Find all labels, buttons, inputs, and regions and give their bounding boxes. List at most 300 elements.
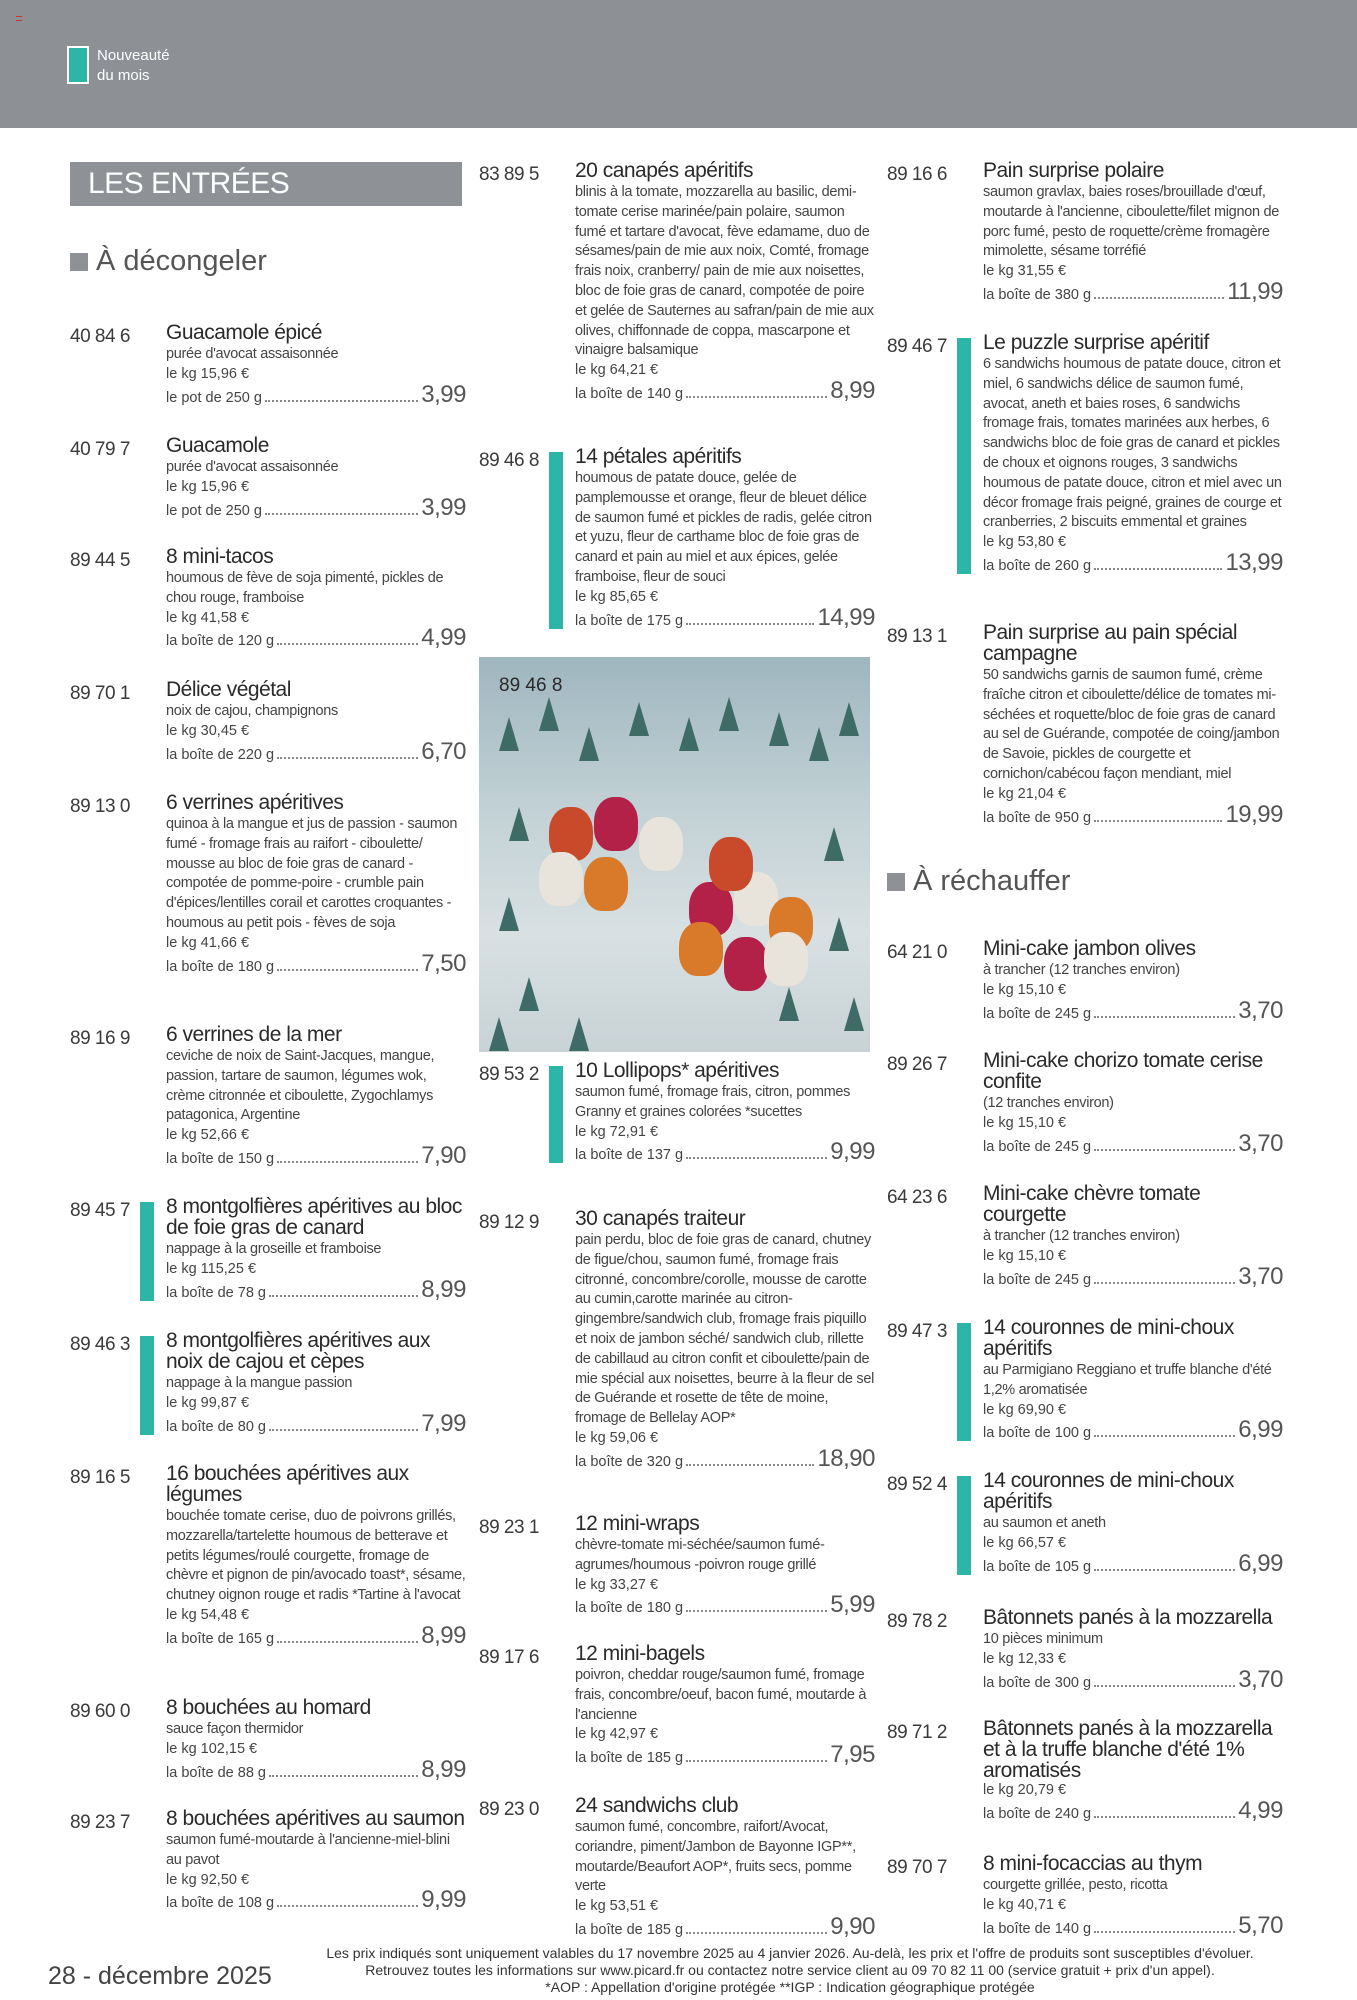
price-line <box>983 277 1283 305</box>
product-body <box>166 1808 466 1913</box>
subsection-label: À réchauffer <box>913 865 1071 897</box>
product-name: Mini-cake chèvre tomate courgette <box>983 1182 1201 1226</box>
product-name: 14 couronnes de mini-choux apéritifs <box>983 1316 1234 1360</box>
price-per-kg: le kg 85,65 € <box>575 588 659 605</box>
product-name: 14 pétales apéritifs <box>575 445 742 468</box>
footer-line-2: Retrouvez toutes les informations sur www.picard.fr ou contactez notre service client au 09 70 82 11 00 (service gratuit + prix d'un appel). <box>365 1962 1215 1978</box>
price-per-kg: le kg 72,91 € <box>575 1123 659 1140</box>
dot-leader <box>277 1905 418 1907</box>
product-description: saumon gravlax, baies roses/brouillade d'œuf, moutarde à l'ancienne, ciboulette/filet mignon de porc fumé, pesto de roquette/crème fromagère mimolette, sésame torréfié <box>983 184 1279 260</box>
product-code: 89 52 4 <box>887 1474 947 1495</box>
product-code: 40 84 6 <box>70 326 130 347</box>
price-line <box>983 1129 1283 1157</box>
product-name: Le puzzle surprise apéritif <box>983 331 1209 354</box>
product-price: 3,70 <box>1238 1665 1283 1693</box>
new-product-marker <box>957 1476 971 1575</box>
product-price: 9,90 <box>830 1912 875 1940</box>
product-code: 89 12 9 <box>479 1212 539 1233</box>
product-price: 3,70 <box>1238 1262 1283 1290</box>
price-line <box>166 380 466 408</box>
tree-shape <box>499 717 519 751</box>
dot-leader <box>1094 1931 1235 1933</box>
product-name: Délice végétal <box>166 678 291 701</box>
product-code: 89 16 9 <box>70 1028 130 1049</box>
product-price: 13,99 <box>1225 548 1283 576</box>
price-per-kg: le kg 40,71 € <box>983 1896 1067 1913</box>
product-body <box>166 546 466 651</box>
product-price: 9,99 <box>421 1886 466 1914</box>
product-price: 14,99 <box>817 603 875 631</box>
tree-shape <box>769 712 789 746</box>
product-price: 3,99 <box>421 380 466 408</box>
product-body <box>575 1795 875 1940</box>
product-description: saumon fumé-moutarde à l'ancienne-miel-blini au pavot <box>166 1832 450 1868</box>
tree-shape <box>569 1017 589 1051</box>
footer-note <box>260 1945 1320 1996</box>
dot-leader <box>1094 820 1222 822</box>
price-line <box>166 949 466 977</box>
package-size: la boîte de 150 g <box>166 1150 275 1167</box>
price-per-kg: le kg 15,10 € <box>983 1114 1067 1131</box>
product-price: 7,99 <box>421 1409 466 1437</box>
product-price: 11,99 <box>1227 277 1283 305</box>
product-code: 89 70 7 <box>887 1857 947 1878</box>
dot-leader <box>277 643 418 645</box>
price-per-kg: le kg 31,55 € <box>983 263 1067 280</box>
petal-appetizer-shape <box>709 837 753 891</box>
tree-shape <box>719 697 739 731</box>
price-line <box>983 1796 1283 1824</box>
subsection-decongeler <box>70 245 267 278</box>
grey-square-icon <box>70 253 88 271</box>
package-size: la boîte de 950 g <box>983 809 1092 826</box>
product-body <box>575 1513 875 1618</box>
price-line <box>983 1549 1283 1577</box>
petal-appetizer-shape <box>639 817 683 871</box>
product-description: purée d'avocat assaisonnée <box>166 459 339 475</box>
dot-leader <box>686 1760 827 1762</box>
tree-shape <box>579 727 599 761</box>
petal-appetizer-shape <box>679 922 723 976</box>
teal-square-icon <box>67 46 89 84</box>
product-code: 89 17 6 <box>479 1647 539 1668</box>
product-price: 8,99 <box>421 1755 466 1783</box>
new-product-marker <box>957 338 971 574</box>
product-name: Bâtonnets panés à la mozzarella et à la truffe blanche d'été 1% aromatisés <box>983 1717 1273 1782</box>
product-name: Bâtonnets panés à la mozzarella <box>983 1606 1273 1629</box>
product-description: pain perdu, bloc de foie gras de canard, chutney de figue/chou, saumon fumé, fromage frais citronné, concombre/corolle, mousse de carotte au cumin,carotte marinée au citron-gingembre/sandwich club, fromage frais piquillo et noix de jambon séché/ sandwich club, rillette de cabillaud au citron confit et ciboulette/pain de mie spécial aux noisettes, beurre à la fleur de sel de Guérande et rosette de tête de moine, fromage de Bellelay AOP* <box>575 1232 875 1427</box>
product-name: 8 mini-tacos <box>166 545 274 568</box>
price-line <box>983 800 1283 828</box>
product-name: 8 mini-focaccias au thym <box>983 1852 1203 1875</box>
product-code: 83 89 5 <box>479 164 539 185</box>
price-per-kg: le kg 12,33 € <box>983 1650 1067 1667</box>
package-size: le pot de 250 g <box>166 389 262 406</box>
product-name: 6 verrines de la mer <box>166 1023 342 1046</box>
price-per-kg: le kg 21,04 € <box>983 785 1067 802</box>
package-size: la boîte de 180 g <box>575 1600 684 1617</box>
tree-shape <box>809 727 829 761</box>
product-name: Mini-cake jambon olives <box>983 937 1196 960</box>
product-description: sauce façon thermidor <box>166 1721 304 1737</box>
product-price: 3,70 <box>1238 1129 1283 1157</box>
tree-shape <box>499 897 519 931</box>
dot-leader <box>686 396 827 398</box>
petal-appetizer-shape <box>594 797 638 851</box>
product-code: 64 21 0 <box>887 942 947 963</box>
nouveaute-badge <box>67 46 187 86</box>
product-body <box>983 1607 1283 1693</box>
dot-leader <box>1094 1435 1235 1437</box>
tree-shape <box>839 702 859 736</box>
tree-shape <box>679 717 699 751</box>
product-price: 4,99 <box>421 624 466 652</box>
product-body <box>983 1317 1283 1443</box>
price-line <box>166 737 466 765</box>
product-body <box>575 446 875 631</box>
dot-leader <box>1094 1149 1235 1151</box>
product-description: au Parmigiano Reggiano et truffe blanche d'été 1,2% aromatisée <box>983 1362 1272 1398</box>
package-size: la boîte de 185 g <box>575 1750 684 1767</box>
dot-leader <box>1094 1016 1235 1018</box>
dot-leader <box>686 1157 827 1159</box>
product-body <box>166 679 466 765</box>
price-per-kg: le kg 30,45 € <box>166 722 250 739</box>
product-description: houmous de fève de soja pimenté, pickles de chou rouge, framboise <box>166 570 444 606</box>
product-price: 7,50 <box>421 949 466 977</box>
package-size: la boîte de 240 g <box>983 1805 1092 1822</box>
dot-leader <box>686 623 814 625</box>
package-size: la boîte de 137 g <box>575 1147 684 1164</box>
tree-shape <box>844 997 864 1031</box>
price-per-kg: le kg 15,10 € <box>983 981 1067 998</box>
product-code: 89 46 3 <box>70 1334 130 1355</box>
product-code: 89 23 1 <box>479 1517 539 1538</box>
product-code: 89 70 1 <box>70 683 130 704</box>
package-size: la boîte de 140 g <box>575 385 684 402</box>
product-body <box>983 622 1283 828</box>
tree-shape <box>629 702 649 736</box>
dot-leader <box>1094 297 1224 299</box>
price-per-kg: le kg 64,21 € <box>575 362 659 379</box>
product-code: 89 46 7 <box>887 336 947 357</box>
product-body <box>166 435 466 521</box>
price-line <box>166 493 466 521</box>
new-product-marker <box>140 1202 154 1301</box>
product-name: 8 montgolfières apéritives aux noix de cajou et cèpes <box>166 1329 430 1373</box>
price-per-kg: le kg 20,79 € <box>983 1782 1067 1798</box>
package-size: la boîte de 165 g <box>166 1630 275 1647</box>
product-name: 30 canapés traiteur <box>575 1207 746 1230</box>
price-line <box>166 1886 466 1914</box>
dot-leader <box>1094 568 1222 570</box>
product-body <box>575 160 875 404</box>
product-body <box>983 1718 1283 1824</box>
price-line <box>983 1416 1283 1444</box>
product-description: quinoa à la mangue et jus de passion - saumon fumé - fromage frais au raifort - ciboulette/ mousse au bloc de foie gras de canard - compotée de pomme-poire - crumble pain d'épices/lentilles corail et carottes croquantes - houmous au petit pois - fèves de soja <box>166 816 458 931</box>
product-body <box>983 1853 1283 1939</box>
price-line <box>166 624 466 652</box>
product-code: 89 71 2 <box>887 1722 947 1743</box>
petal-appetizer-shape <box>724 937 768 991</box>
package-size: la boîte de 78 g <box>166 1284 266 1301</box>
photo-code: 89 46 8 <box>499 675 563 696</box>
product-photo <box>479 657 870 1052</box>
price-line <box>983 1665 1283 1693</box>
price-per-kg: le kg 54,48 € <box>166 1606 250 1623</box>
tree-shape <box>779 987 799 1021</box>
product-code: 89 13 1 <box>887 626 947 647</box>
price-line <box>166 1275 466 1303</box>
package-size: la boîte de 80 g <box>166 1418 266 1435</box>
product-name: 12 mini-bagels <box>575 1642 705 1665</box>
product-body <box>166 1463 466 1649</box>
product-name: 14 couronnes de mini-choux apéritifs <box>983 1469 1234 1513</box>
product-description: nappage à la mangue passion <box>166 1375 353 1391</box>
product-description: purée d'avocat assaisonnée <box>166 346 339 362</box>
dot-leader <box>269 1775 418 1777</box>
package-size: la boîte de 245 g <box>983 1271 1092 1288</box>
product-code: 89 16 5 <box>70 1467 130 1488</box>
price-line <box>983 548 1283 576</box>
product-code: 40 79 7 <box>70 439 130 460</box>
price-line <box>983 996 1283 1024</box>
product-price: 8,99 <box>421 1275 466 1303</box>
product-price: 19,99 <box>1225 800 1283 828</box>
product-body <box>166 1330 466 1437</box>
tree-shape <box>539 697 559 731</box>
subsection-label: À décongeler <box>96 245 267 277</box>
dot-leader <box>686 1610 827 1612</box>
package-size: la boîte de 220 g <box>166 746 275 763</box>
dot-leader <box>265 400 418 402</box>
package-size: la boîte de 245 g <box>983 1138 1092 1155</box>
product-price: 8,99 <box>421 1621 466 1649</box>
product-description: poivron, cheddar rouge/saumon fumé, fromage frais, concombre/oeuf, bacon fumé, moutarde à l'ancienne <box>575 1667 867 1723</box>
footer-line-1: Les prix indiqués sont uniquement valables du 17 novembre 2025 au 4 janvier 2026. Au-delà, les prix et l'offre de produits sont susceptibles d'évoluer. <box>326 1945 1254 1961</box>
dot-leader <box>277 757 418 759</box>
product-body <box>983 1470 1283 1577</box>
price-line <box>575 603 875 631</box>
price-line <box>166 1755 466 1783</box>
dot-leader <box>277 969 418 971</box>
product-body <box>983 938 1283 1024</box>
product-price: 3,99 <box>421 493 466 521</box>
product-name: 8 bouchées apéritives au saumon <box>166 1807 465 1830</box>
product-code: 89 23 0 <box>479 1799 539 1820</box>
price-line <box>983 1262 1283 1290</box>
price-line <box>983 1911 1283 1939</box>
product-price: 9,99 <box>830 1138 875 1166</box>
tree-shape <box>829 917 849 951</box>
product-description: à trancher (12 tranches environ) <box>983 1228 1180 1244</box>
product-body <box>983 1050 1283 1157</box>
page-number: 28 - décembre 2025 <box>48 1962 272 1990</box>
nouveaute-label: Nouveauté du mois <box>97 47 170 84</box>
product-body <box>983 1183 1283 1290</box>
product-name: 8 bouchées au homard <box>166 1696 371 1719</box>
product-description: (12 tranches environ) <box>983 1095 1114 1111</box>
product-body <box>166 1697 466 1783</box>
product-price: 6,99 <box>1238 1549 1283 1577</box>
dot-leader <box>1094 1282 1235 1284</box>
package-size: la boîte de 175 g <box>575 612 684 629</box>
product-body <box>166 1196 466 1303</box>
product-description: au saumon et aneth <box>983 1515 1106 1531</box>
price-per-kg: le kg 15,96 € <box>166 478 250 495</box>
dot-leader <box>277 1641 418 1643</box>
product-code: 89 44 5 <box>70 550 130 571</box>
product-body <box>166 792 466 977</box>
package-size: la boîte de 88 g <box>166 1764 266 1781</box>
product-name: Guacamole <box>166 434 269 457</box>
product-code: 89 53 2 <box>479 1064 539 1085</box>
price-per-kg: le kg 59,06 € <box>575 1429 659 1446</box>
price-per-kg: le kg 42,97 € <box>575 1726 659 1743</box>
page-header <box>0 0 1357 128</box>
product-code: 89 23 7 <box>70 1812 130 1833</box>
dot-leader <box>686 1464 814 1466</box>
price-line <box>166 1141 466 1169</box>
product-name: 10 Lollipops* apéritives <box>575 1059 779 1082</box>
package-size: la boîte de 380 g <box>983 286 1092 303</box>
petal-appetizer-shape <box>539 852 583 906</box>
product-description: à trancher (12 tranches environ) <box>983 962 1180 978</box>
product-price: 5,99 <box>830 1591 875 1619</box>
price-per-kg: le kg 66,57 € <box>983 1534 1067 1551</box>
product-name: Guacamole épicé <box>166 321 322 344</box>
price-per-kg: le kg 15,96 € <box>166 365 250 382</box>
product-body <box>575 1060 875 1165</box>
product-description: ceviche de noix de Saint-Jacques, mangue, passion, tartare de saumon, légumes wok, crème citronnée et ciboulette, Zygochlamys patagonica, Argentine <box>166 1048 435 1124</box>
tree-shape <box>824 827 844 861</box>
price-line <box>575 1444 875 1472</box>
product-price: 3,70 <box>1238 996 1283 1024</box>
price-per-kg: le kg 41,66 € <box>166 934 250 951</box>
price-per-kg: le kg 33,27 € <box>575 1576 659 1593</box>
dot-leader <box>277 1161 418 1163</box>
product-name: 6 verrines apéritives <box>166 791 344 814</box>
dot-leader <box>269 1429 418 1431</box>
product-code: 89 45 7 <box>70 1200 130 1221</box>
product-description: houmous de patate douce, gelée de pamplemousse et orange, fleur de bleuet délice de saumon fumé et pickles de radis, gelée citron et yuzu, fleur de carthame bloc de foie gras de canard et pain au miel et aux épices, gelée framboise, fleur de souci <box>575 470 872 585</box>
new-product-marker <box>140 1336 154 1435</box>
package-size: la boîte de 108 g <box>166 1895 275 1912</box>
product-description: 6 sandwichs houmous de patate douce, citron et miel, 6 sandwichs délice de saumon fumé, avocat, aneth et baies roses, 6 sandwichs fromage frais, tomates marinées aux herbes, 6 sandwichs bloc de foie gras de canard et pickles de choux et oignons rouges, 3 sandwichs houmous de patate douce, citron et miel avec un décor fromage frais peigné, graines de courge et cranberries, 2 biscuits emmental et graines <box>983 356 1282 531</box>
dot-leader <box>269 1295 418 1297</box>
package-size: la boîte de 105 g <box>983 1558 1092 1575</box>
price-per-kg: le kg 53,51 € <box>575 1898 659 1915</box>
product-price: 7,90 <box>421 1141 466 1169</box>
subsection-rechauffer <box>887 865 1070 898</box>
product-name: 24 sandwichs club <box>575 1794 739 1817</box>
product-description: 10 pièces minimum <box>983 1631 1103 1647</box>
package-size: la boîte de 100 g <box>983 1425 1092 1442</box>
product-body <box>983 160 1283 305</box>
product-code: 89 60 0 <box>70 1701 130 1722</box>
product-name: Pain surprise polaire <box>983 159 1164 182</box>
price-per-kg: le kg 52,66 € <box>166 1127 250 1144</box>
product-name: 12 mini-wraps <box>575 1512 700 1535</box>
package-size: la boîte de 185 g <box>575 1921 684 1938</box>
product-description: chèvre-tomate mi-séchée/saumon fumé-agrumes/houmous -poivron rouge grillé <box>575 1537 825 1573</box>
new-product-marker <box>957 1323 971 1441</box>
price-per-kg: le kg 69,90 € <box>983 1401 1067 1418</box>
product-description: saumon fumé, fromage frais, citron, pommes Granny et graines colorées *sucettes <box>575 1084 851 1120</box>
price-per-kg: le kg 99,87 € <box>166 1394 250 1411</box>
product-price: 7,95 <box>830 1741 875 1769</box>
price-line <box>575 1741 875 1769</box>
price-per-kg: le kg 41,58 € <box>166 609 250 626</box>
package-size: la boîte de 245 g <box>983 1005 1092 1022</box>
tree-shape <box>489 1017 509 1051</box>
price-line <box>575 1912 875 1940</box>
price-per-kg: le kg 115,25 € <box>166 1260 257 1277</box>
petal-appetizer-shape <box>584 857 628 911</box>
product-body <box>166 322 466 408</box>
new-product-marker <box>549 1066 563 1163</box>
product-code: 89 13 0 <box>70 796 130 817</box>
grey-square-icon <box>887 873 905 891</box>
product-name: 8 montgolfières apéritives au bloc de foie gras de canard <box>166 1195 462 1239</box>
price-per-kg: le kg 15,10 € <box>983 1247 1067 1264</box>
product-code: 64 23 6 <box>887 1187 947 1208</box>
price-line <box>575 1591 875 1619</box>
product-code: 89 78 2 <box>887 1611 947 1632</box>
footer-line-3: *AOP : Appellation d'origine protégée **IGP : Indication géographique protégée <box>545 1979 1035 1995</box>
product-code: 89 16 6 <box>887 164 947 185</box>
dot-leader <box>1094 1569 1235 1571</box>
price-line <box>166 1409 466 1437</box>
tree-shape <box>519 977 539 1011</box>
dot-leader <box>265 513 418 515</box>
product-description: nappage à la groseille et framboise <box>166 1241 382 1257</box>
new-product-marker <box>549 452 563 629</box>
product-description: 50 sandwichs garnis de saumon fumé, crème fraîche citron et ciboulette/délice de tomates mi-séchées et roquette/bloc de foie gras de canard au sel de Guérande, compotée de coing/jambon de Savoie, pickles de courgette et cornichon/cabécou façon mendiant, miel <box>983 667 1280 782</box>
package-size: la boîte de 180 g <box>166 958 275 975</box>
product-name: 16 bouchées apéritives aux légumes <box>166 1462 409 1506</box>
package-size: la boîte de 300 g <box>983 1674 1092 1691</box>
product-price: 5,70 <box>1238 1911 1283 1939</box>
product-body <box>575 1643 875 1768</box>
package-size: la boîte de 320 g <box>575 1453 684 1470</box>
menu-icon <box>16 16 22 21</box>
price-line <box>575 376 875 404</box>
package-size: la boîte de 140 g <box>983 1920 1092 1937</box>
package-size: le pot de 250 g <box>166 502 262 519</box>
price-line <box>575 1138 875 1166</box>
product-description: bouchée tomate cerise, duo de poivrons grillés, mozzarella/tartelette houmous de betterave et petits légumes/roulé courgette, fromage de chèvre et pignon de pin/avocado toast*, sésame, chutney oignon rouge et radis *Tartine à l'avocat <box>166 1508 466 1604</box>
tree-shape <box>509 807 529 841</box>
product-price: 18,90 <box>817 1444 875 1472</box>
product-body <box>983 332 1283 576</box>
price-per-kg: le kg 92,50 € <box>166 1871 250 1888</box>
price-line <box>166 1621 466 1649</box>
package-size: la boîte de 120 g <box>166 633 275 650</box>
product-price: 6,99 <box>1238 1416 1283 1444</box>
price-per-kg: le kg 53,80 € <box>983 534 1067 551</box>
dot-leader <box>1094 1816 1235 1818</box>
product-price: 8,99 <box>830 376 875 404</box>
product-price: 6,70 <box>421 737 466 765</box>
dot-leader <box>686 1932 827 1934</box>
product-code: 89 26 7 <box>887 1054 947 1075</box>
section-title: LES ENTRÉES APÉRITIVES <box>70 162 462 206</box>
product-code: 89 46 8 <box>479 450 539 471</box>
product-name: Mini-cake chorizo tomate cerise confite <box>983 1049 1263 1093</box>
product-code: 89 47 3 <box>887 1321 947 1342</box>
product-price: 4,99 <box>1238 1796 1283 1824</box>
